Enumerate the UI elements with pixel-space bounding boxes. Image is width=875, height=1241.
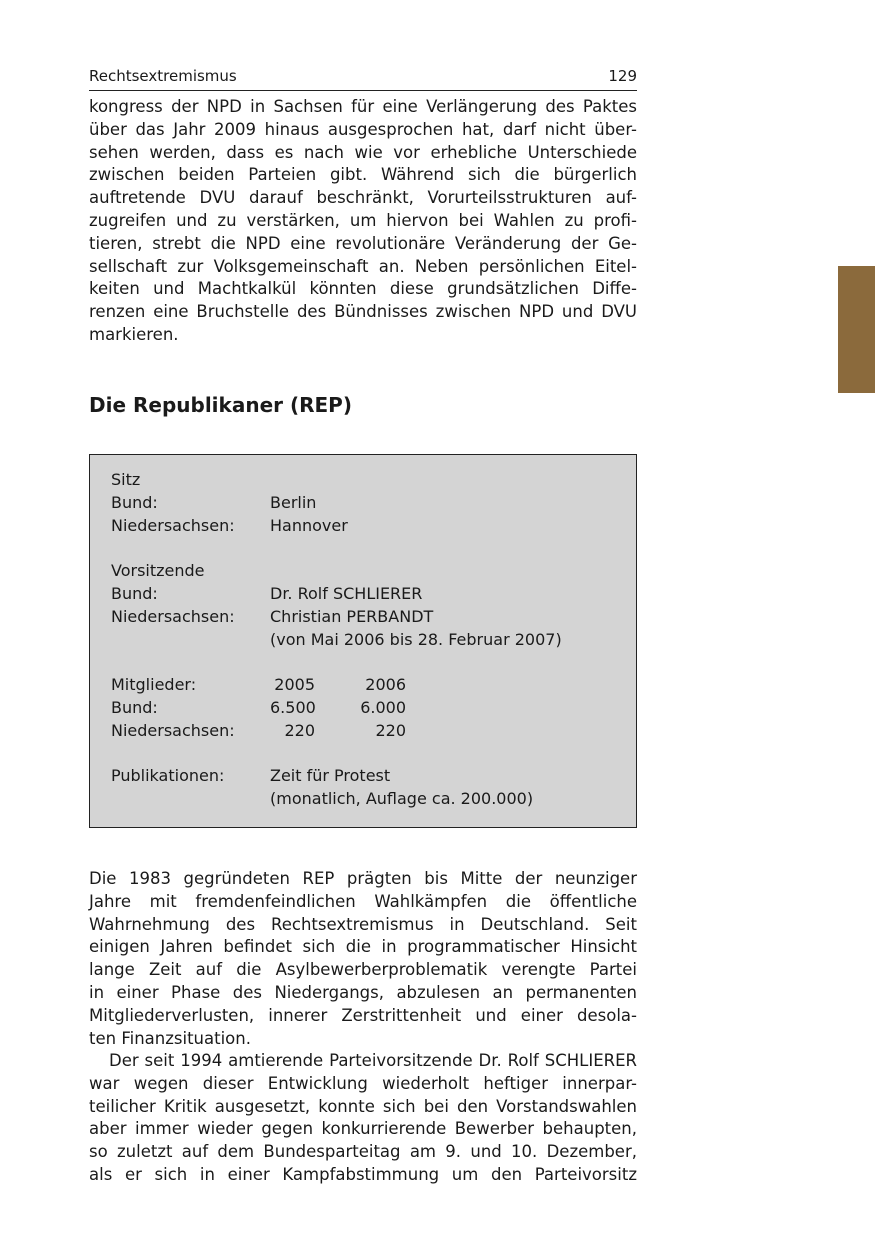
- text-line: sellschaft zur Volksgemeinschaft an. Neben persönlichen Eitel-: [89, 256, 637, 276]
- text-line: Jahre mit fremdenfeindlichen Wahlkämpfen die öffentliche: [89, 891, 637, 911]
- text-line: markieren.: [89, 324, 179, 344]
- party-info-box: [89, 454, 637, 828]
- publikationen-value: Zeit für Protest: [270, 766, 391, 786]
- text-line: renzen eine Bruchstelle des Bündnisses zwischen NPD und DVU: [89, 302, 637, 322]
- page-number: 129: [608, 67, 637, 85]
- text-line: über das Jahr 2009 hinaus ausgesprochen hat, darf nicht über-: [89, 119, 637, 139]
- publikationen-note: (monatlich, Auflage ca. 200.000): [270, 789, 534, 809]
- intro-paragraph: [89, 96, 637, 347]
- section-heading: Die Republikaner (REP): [89, 393, 352, 417]
- text-line: zwischen beiden Parteien gibt. Während sich die bürgerlich: [89, 165, 637, 185]
- text-line: keiten und Machtkalkül könnten diese grundsätzlichen Diffe-: [89, 279, 637, 299]
- vorsitzende-title: Vorsitzende: [111, 561, 205, 581]
- text-line: war wegen dieser Entwicklung wiederholt heftiger innerpar-: [89, 1073, 637, 1093]
- sitz-title: Sitz: [111, 470, 141, 489]
- mitglieder-year-2006: 2006: [365, 675, 406, 695]
- text-line: kongress der NPD in Sachsen für eine Verlängerung des Paktes: [89, 97, 637, 116]
- body-paragraph-2: [89, 1050, 637, 1187]
- mitglieder-bund-2005: 6.500: [270, 697, 316, 717]
- mitglieder-year-2005: 2005: [274, 675, 315, 695]
- vorsitzende-bund-label: Bund:: [111, 583, 158, 603]
- text-line: als er sich in einer Kampfabstimmung um den Parteivorsitz: [89, 1164, 637, 1184]
- sitz-nds-value: Hannover: [270, 515, 348, 535]
- text-line: Mitgliederverlusten, innerer Zerstrittenheit und einer desola-: [89, 1005, 637, 1025]
- vorsitzende-bund-value: Dr. Rolf SCHLIERER: [270, 583, 423, 603]
- mitglieder-nds-2005: 220: [284, 720, 315, 740]
- sitz-bund-value: Berlin: [270, 492, 317, 512]
- running-header: [89, 66, 637, 91]
- text-line: ten Finanzsituation.: [89, 1028, 251, 1048]
- text-line: teilicher Kritik ausgesetzt, konnte sich bei den Vorstandswahlen: [89, 1096, 637, 1116]
- text-line: tieren, strebt die NPD eine revolutionäre Veränderung der Ge-: [89, 233, 637, 253]
- text-line: sehen werden, dass es nach wie vor erhebliche Unterschiede: [89, 142, 637, 162]
- sitz-bund-label: Bund:: [111, 492, 158, 512]
- text-line: einigen Jahren befindet sich die in programmatischer Hinsicht: [89, 937, 637, 957]
- text-line: zugreifen und zu verstärken, um hiervon bei Wahlen zu profi-: [89, 210, 637, 230]
- text-line: Die 1983 gegründeten REP prägten bis Mitte der neunziger: [89, 869, 637, 888]
- text-line: Wahrnehmung des Rechtsextremismus in Deutschland. Seit: [89, 914, 637, 934]
- text-line: aber immer wieder gegen konkurrierende Bewerber behaupten,: [89, 1119, 637, 1139]
- text-line: auftretende DVU darauf beschränkt, Vorurteilsstrukturen auf-: [89, 188, 637, 208]
- sitz-nds-label: Niedersachsen:: [111, 515, 235, 535]
- body-paragraph-1: [89, 868, 637, 1050]
- mitglieder-bund-2006: 6.000: [360, 697, 406, 717]
- mitglieder-bund-label: Bund:: [111, 697, 158, 717]
- text-line: so zuletzt auf dem Bundesparteitag am 9. und 10. Dezember,: [89, 1142, 637, 1162]
- mitglieder-label: Mitglieder:: [111, 675, 197, 695]
- publikationen-label: Publikationen:: [111, 766, 225, 786]
- vorsitzende-nds-value: Christian PERBANDT: [270, 606, 434, 626]
- text-line: Der seit 1994 amtierende Parteivorsitzende Dr. Rolf SCHLIERER: [109, 1051, 637, 1070]
- mitglieder-nds-label: Niedersachsen:: [111, 720, 235, 740]
- chapter-side-tab: [838, 266, 875, 393]
- text-line: lange Zeit auf die Asylbewerberproblematik verengte Partei: [89, 960, 637, 980]
- mitglieder-nds-2006: 220: [375, 720, 406, 740]
- vorsitzende-nds-label: Niedersachsen:: [111, 606, 235, 626]
- vorsitzende-nds-note: (von Mai 2006 bis 28. Februar 2007): [270, 629, 562, 649]
- running-header-title: Rechtsextremismus: [89, 67, 237, 85]
- text-line: in einer Phase des Niedergangs, abzulesen an permanenten: [89, 982, 637, 1002]
